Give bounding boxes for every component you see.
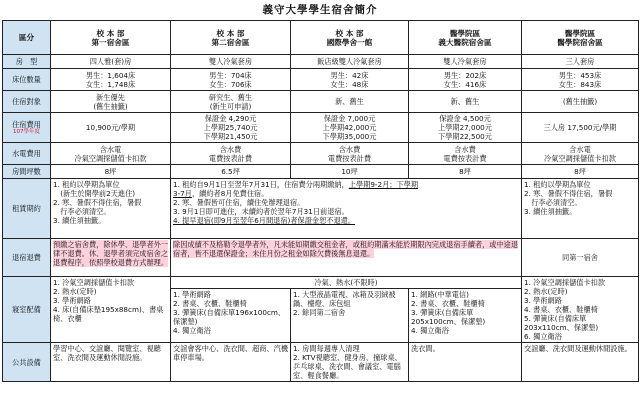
row-fee [3,113,639,143]
cell: 新、舊生 [409,91,522,113]
cell: 含水電 冷氣空調採儲值卡扣款 [51,143,171,165]
row-equip-head [3,277,639,289]
cell: 洗衣間。 [409,343,522,382]
label-beds: 床位數量 [3,69,51,91]
cell: 8坪 [409,165,522,179]
cell: 保證金 4,290元 上學期25,740元 下學期21,450元 [171,113,291,143]
cell: 保證金 4,500元 上學期27,000元 下學期22,500元 [409,113,522,143]
label-equip: 寢室配備 [3,277,51,343]
cell: 6.5坪 [171,165,291,179]
cell: 新生優先 (舊生抽籤) [51,91,171,113]
row-area [3,165,639,179]
cell: 1. 大型液晶電視、冰箱及羽絨被 鍋、檯燈、床包組 2. 餘同第二宿舍 [291,289,409,343]
header-section: 區分 [3,21,51,55]
cell: 男生：704床 女生：706床 [171,69,291,91]
cell: (舊生抽籤) [522,91,639,113]
row-utility [3,143,639,165]
header-col-5: 醫學院區 醫學院宿舍區 [522,21,639,55]
cell: 8坪 [51,165,171,179]
cell: 研究生、舊生 (新生可申請) [171,91,291,113]
cell: 含水費 電費按表計費 [409,143,522,165]
label-target: 住宿對象 [3,91,51,113]
cell: 10,900元/學期 [51,113,171,143]
cell: 同第一宿舍 [522,239,639,277]
label-utility: 水電費用 [3,143,51,165]
cell: 含水電 冷氣空調採儲值卡扣款 [522,143,639,165]
label-refund: 退宿退費 [3,239,51,277]
cell: 預繳之宿舍費，除休學、退學者外一律不退費。休、退學者須完成宿舍之退費程序，依照學校退費方式辦理。 [51,239,171,277]
cell: 含水費 電費按表計費 [291,143,409,165]
cell: 1. 租約以學期為單位 (新生於開學前2天進住) 2. 寒、暑假不得住宿，暑假 行李必須清空。 3. 續住須抽籤。 [51,179,171,239]
label-area: 房間坪數 [3,165,51,179]
cell-refund-shared: 除因成績不及格勒令退學者外，凡未能如期繳交租金者，或租約期滿未能於期限內完成退宿手續者，或中途退宿者，皆不退還保證金；未住月份之租金如除欠費後無息退還。 [171,239,522,277]
row-lease [3,179,639,239]
row-beds [3,69,639,91]
cell-lease-shared: 1. 租約自9月1日至翌年7月31日，住宿費分兩期繳納，上學期9-2月；下學期 3-7月，續約者8月免費住宿。 2. 寒、暑假皆可住宿，續住免辦理退宿。 3. 9月1日即可進住，未續約者於翌年7月31日前退宿。 4. 提早退宿(即9月至翌年6月間退宿)者保證金恕不退還。 [171,179,522,239]
cell: 8坪 [522,165,639,179]
cell: 男生：1,604床 女生：1,748床 [51,69,171,91]
header-col-3: 校 本 部 國際學舍一館 [291,21,409,55]
cell: 雙人冷氣套房 [409,55,522,69]
row-public [3,343,639,382]
cell: 含水費 電費按表計費 [171,143,291,165]
cell: 男生：453床 女生：843床 [522,69,639,91]
row-room-type [3,55,639,69]
cell: 1. 冷氣空調採儲值卡扣款 2. 熱水(定時) 3. 學術網路 4. 床(自備床墊195x88cm)、書桌椅、衣櫃 [51,277,171,343]
header-col-1: 校 本 部 第一宿舍區 [51,21,171,55]
header-row [3,21,639,55]
cell: 交誼會客中心、洗衣間、超商、汽機車停車場。 [171,343,291,382]
cell: 1. 租約以學期為單位 2. 寒、暑假不得住宿，暑假 行李必須清空。 3. 續住須抽籤。 [522,179,639,239]
cell-equip-shared: 冷氣、熱水(不限時) [171,277,522,289]
cell: 學習中心、交誼廳、閱覽室、視聽室、洗衣間及運動休閒設施。 [51,343,171,382]
header-col-4: 醫學院區 義大醫院宿舍區 [409,21,522,55]
fee-year-note: 107學年度 [13,129,40,135]
cell: 男生：42床 女生：48床 [291,69,409,91]
cell: 雙人冷氣套房 [171,55,291,69]
cell: 三人房 17,500元/學期 [522,113,639,143]
cell: 保證金 7,000元 上學期42,000元 下學期35,000元 [291,113,409,143]
row-target [3,91,639,113]
cell: 三人套房 [522,55,639,69]
dorm-table [2,20,639,382]
label-room-type: 房 型 [3,55,51,69]
cell: 新、舊生 [291,91,409,113]
cell: 1. 學術網路 2. 書桌、衣櫃、鞋櫃椅 3. 彈簧床(自備床單196x100cm、保潔墊) 4. 獨立衛浴 [171,289,291,343]
page-title: 義守大學學生宿舍簡介 [262,4,378,16]
cell: 1. 房間每週專人清理 2. KTV視聽室、健身房、撞球桌、乒乓球桌、洗衣間、會議室、電腦室、輕食餐廳。 [291,343,409,382]
cell: 1. 網路(中華電信) 2. 書桌、衣櫃、鞋櫃椅 3. 彈簧床(自備床單205x100cm、保潔墊) 4. 獨立衛浴 [409,289,522,343]
cell: 飯店級雙人冷氣套房 [291,55,409,69]
label-lease: 租賃期約 [3,179,51,239]
label-public: 公共設備 [3,343,51,382]
row-refund [3,239,639,277]
label-fee: 住宿費用 107學年度 [3,113,51,143]
cell: 1. 冷氣空調採儲值卡扣款 2. 熱水(定時) 3. 學術網路 4. 書桌、衣櫃、鞋櫃椅 5. 彈簧床(自備床單203x110cm、保潔墊) 6. 獨立衛浴 [522,277,639,343]
cell: 交誼廳、洗衣間及運動休閒設施。 [522,343,639,382]
header-col-2: 校 本 部 第二宿舍區 [171,21,291,55]
cell: 10坪 [291,165,409,179]
cell: 男生：202床 女生：416床 [409,69,522,91]
cell: 四人雅(套)房 [51,55,171,69]
